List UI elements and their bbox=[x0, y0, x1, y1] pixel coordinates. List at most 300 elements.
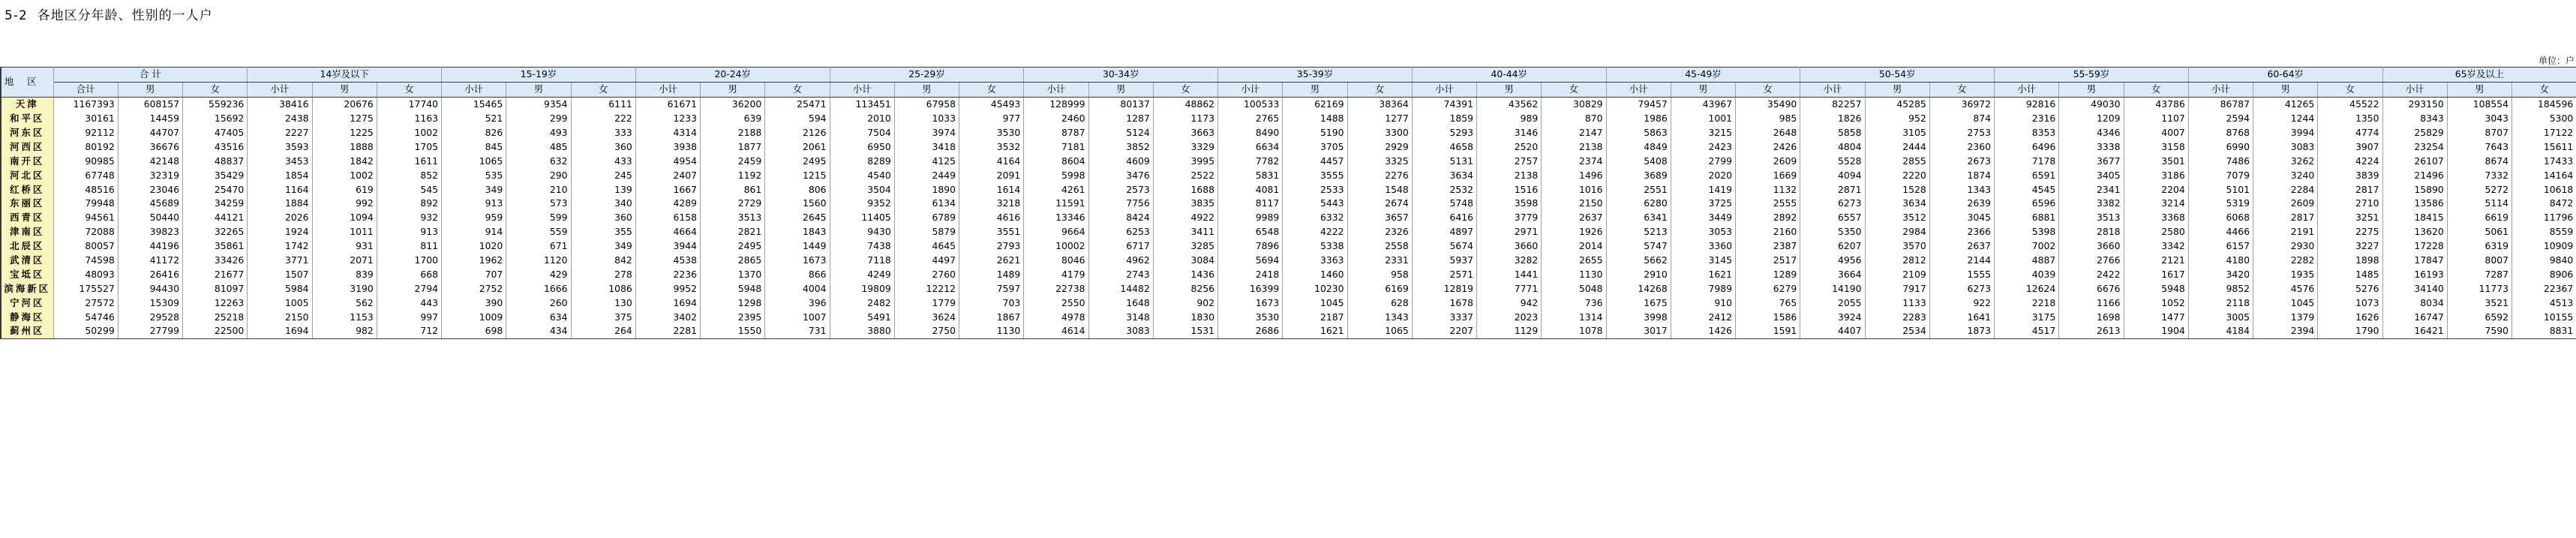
table-cell: 1001 bbox=[1671, 112, 1735, 126]
district-name: 宁河区 bbox=[1, 296, 53, 310]
district-name: 南开区 bbox=[1, 154, 53, 168]
table-cell: 5350 bbox=[1800, 225, 1865, 239]
table-cell: 3664 bbox=[1800, 267, 1865, 281]
table-cell: 4849 bbox=[1606, 140, 1671, 154]
table-cell: 36972 bbox=[1929, 97, 1994, 111]
sub-header: 女 bbox=[571, 82, 635, 97]
table-cell: 4346 bbox=[2059, 126, 2124, 140]
table-cell: 1130 bbox=[1542, 267, 1606, 281]
table-cell: 1129 bbox=[1477, 324, 1542, 338]
table-cell: 1166 bbox=[2059, 296, 2124, 310]
table-cell: 13586 bbox=[2382, 197, 2447, 211]
table-cell: 108554 bbox=[2447, 97, 2511, 111]
district-name: 天津 bbox=[1, 97, 53, 111]
table-cell: 1688 bbox=[1153, 182, 1217, 197]
sub-header: 小计 bbox=[635, 82, 700, 97]
table-cell: 2218 bbox=[1995, 296, 2059, 310]
table-cell: 36676 bbox=[118, 140, 182, 154]
table-cell: 1441 bbox=[1477, 267, 1542, 281]
table-cell: 2971 bbox=[1477, 225, 1542, 239]
table-cell: 17740 bbox=[377, 97, 441, 111]
table-row bbox=[1, 182, 2576, 197]
table-cell: 2655 bbox=[1542, 254, 1606, 268]
table-cell: 11405 bbox=[830, 211, 894, 225]
table-cell: 38416 bbox=[248, 97, 312, 111]
table-cell: 6111 bbox=[571, 97, 635, 111]
table-cell: 7002 bbox=[1995, 239, 2059, 254]
table-cell: 184596 bbox=[2512, 97, 2576, 111]
table-cell: 3148 bbox=[1088, 310, 1153, 324]
sub-header: 女 bbox=[1542, 82, 1606, 97]
table-cell: 3994 bbox=[2253, 126, 2318, 140]
table-cell: 2821 bbox=[701, 225, 765, 239]
table-cell: 4609 bbox=[1088, 154, 1153, 168]
data-table bbox=[0, 67, 2576, 339]
table-cell: 3513 bbox=[701, 211, 765, 225]
table-cell: 4774 bbox=[2318, 126, 2382, 140]
table-cell: 2621 bbox=[959, 254, 1024, 268]
table-cell: 94561 bbox=[53, 211, 118, 225]
sub-header: 男 bbox=[2447, 82, 2511, 97]
table-cell: 839 bbox=[312, 267, 377, 281]
table-cell: 3880 bbox=[830, 324, 894, 338]
table-cell: 260 bbox=[506, 296, 571, 310]
table-cell: 6332 bbox=[1283, 211, 1347, 225]
sub-header: 女 bbox=[1736, 82, 1800, 97]
table-cell: 3998 bbox=[1606, 310, 1671, 324]
table-cell: 5398 bbox=[1995, 225, 2059, 239]
sub-header: 男 bbox=[1088, 82, 1153, 97]
table-cell: 3382 bbox=[2059, 197, 2124, 211]
table-cell: 559236 bbox=[183, 97, 248, 111]
table-cell: 3570 bbox=[1865, 239, 1929, 254]
table-cell: 3158 bbox=[2124, 140, 2188, 154]
table-row bbox=[1, 267, 2576, 281]
table-cell: 3262 bbox=[2253, 154, 2318, 168]
sub-header: 女 bbox=[2124, 82, 2188, 97]
table-cell: 1790 bbox=[2318, 324, 2382, 338]
table-cell: 12212 bbox=[894, 281, 959, 296]
table-cell: 9352 bbox=[830, 197, 894, 211]
table-cell: 1094 bbox=[312, 211, 377, 225]
table-cell: 10909 bbox=[2512, 239, 2576, 254]
table-cell: 5831 bbox=[1218, 168, 1283, 182]
table-cell: 8117 bbox=[1218, 197, 1283, 211]
table-cell: 6068 bbox=[2188, 211, 2253, 225]
table-cell: 1011 bbox=[312, 225, 377, 239]
table-cell: 6591 bbox=[1995, 168, 2059, 182]
table-cell: 41265 bbox=[2253, 97, 2318, 111]
table-cell: 2637 bbox=[1929, 239, 1994, 254]
table-cell: 6273 bbox=[1800, 197, 1865, 211]
table-cell: 2580 bbox=[2124, 225, 2188, 239]
table-cell: 3017 bbox=[1606, 324, 1671, 338]
table-cell: 80137 bbox=[1088, 97, 1153, 111]
table-cell: 2160 bbox=[1736, 225, 1800, 239]
table-cell: 4664 bbox=[635, 225, 700, 239]
table-cell: 25471 bbox=[765, 97, 830, 111]
table-cell: 931 bbox=[312, 239, 377, 254]
table-cell: 1673 bbox=[1218, 296, 1283, 310]
table-cell: 74391 bbox=[1412, 97, 1476, 111]
table-cell: 43967 bbox=[1671, 97, 1735, 111]
table-cell: 1086 bbox=[571, 281, 635, 296]
table-cell: 874 bbox=[1929, 112, 1994, 126]
table-cell: 67958 bbox=[894, 97, 959, 111]
table-cell: 2648 bbox=[1736, 126, 1800, 140]
table-cell: 1016 bbox=[1542, 182, 1606, 197]
table-cell: 5272 bbox=[2447, 182, 2511, 197]
table-cell: 1700 bbox=[377, 254, 441, 268]
sub-header: 小计 bbox=[1606, 82, 1671, 97]
table-cell: 23046 bbox=[118, 182, 182, 197]
table-cell: 619 bbox=[312, 182, 377, 197]
table-cell: 2118 bbox=[2188, 296, 2253, 310]
table-cell: 6496 bbox=[1995, 140, 2059, 154]
table-row bbox=[1, 97, 2576, 111]
table-cell: 5338 bbox=[1283, 239, 1347, 254]
table-cell: 1888 bbox=[312, 140, 377, 154]
table-cell: 6950 bbox=[830, 140, 894, 154]
table-cell: 6341 bbox=[1606, 211, 1671, 225]
table-cell: 22738 bbox=[1024, 281, 1088, 296]
table-cell: 1379 bbox=[2253, 310, 2318, 324]
table-cell: 639 bbox=[701, 112, 765, 126]
table-cell: 1436 bbox=[1153, 267, 1217, 281]
table-cell: 3677 bbox=[2059, 154, 2124, 168]
table-cell: 2495 bbox=[765, 154, 830, 168]
table-cell: 932 bbox=[377, 211, 441, 225]
table-cell: 1935 bbox=[2253, 267, 2318, 281]
table-cell: 2573 bbox=[1088, 182, 1153, 197]
sub-header: 女 bbox=[2512, 82, 2576, 97]
table-cell: 1314 bbox=[1542, 310, 1606, 324]
table-cell: 4897 bbox=[1412, 225, 1476, 239]
table-cell: 3835 bbox=[1153, 197, 1217, 211]
table-cell: 2743 bbox=[1088, 267, 1153, 281]
table-cell: 485 bbox=[506, 140, 571, 154]
sub-header: 小计 bbox=[830, 82, 894, 97]
table-cell: 3218 bbox=[959, 197, 1024, 211]
table-cell: 30829 bbox=[1542, 97, 1606, 111]
table-cell: 80057 bbox=[53, 239, 118, 254]
table-cell: 5863 bbox=[1606, 126, 1671, 140]
table-cell: 3175 bbox=[1995, 310, 2059, 324]
table-cell: 3660 bbox=[1477, 239, 1542, 254]
table-cell: 902 bbox=[1153, 296, 1217, 310]
sub-header: 小计 bbox=[248, 82, 312, 97]
table-cell: 959 bbox=[442, 211, 506, 225]
table-cell: 1167393 bbox=[53, 97, 118, 111]
table-cell: 7771 bbox=[1477, 281, 1542, 296]
table-cell: 811 bbox=[377, 239, 441, 254]
group-header: 60-64岁 bbox=[2188, 68, 2382, 83]
table-cell: 2091 bbox=[959, 168, 1024, 182]
table-cell: 4513 bbox=[2512, 296, 2576, 310]
table-cell: 5491 bbox=[830, 310, 894, 324]
table-cell: 299 bbox=[506, 112, 571, 126]
table-cell: 3725 bbox=[1671, 197, 1735, 211]
table-cell: 1073 bbox=[2318, 296, 2382, 310]
table-cell: 5300 bbox=[2512, 112, 2576, 126]
table-cell: 4922 bbox=[1153, 211, 1217, 225]
table-cell: 6169 bbox=[1347, 281, 1412, 296]
table-cell: 2482 bbox=[830, 296, 894, 310]
table-cell: 5319 bbox=[2188, 197, 2253, 211]
table-cell: 8831 bbox=[2512, 324, 2576, 338]
table-cell: 562 bbox=[312, 296, 377, 310]
table-cell: 17433 bbox=[2512, 154, 2576, 168]
table-cell: 3083 bbox=[1088, 324, 1153, 338]
sub-header: 男 bbox=[118, 82, 182, 97]
table-cell: 1065 bbox=[442, 154, 506, 168]
table-cell: 2150 bbox=[248, 310, 312, 324]
table-cell: 4007 bbox=[2124, 126, 2188, 140]
table-cell: 1617 bbox=[2124, 267, 2188, 281]
table-cell: 1164 bbox=[248, 182, 312, 197]
table-cell: 2418 bbox=[1218, 267, 1283, 281]
table-cell: 2609 bbox=[2253, 197, 2318, 211]
table-cell: 264 bbox=[571, 324, 635, 338]
table-cell: 4540 bbox=[830, 168, 894, 182]
table-cell: 9840 bbox=[2512, 254, 2576, 268]
table-cell: 67748 bbox=[53, 168, 118, 182]
table-cell: 3186 bbox=[2124, 168, 2188, 182]
table-cell: 2865 bbox=[701, 254, 765, 268]
table-cell: 17847 bbox=[2382, 254, 2447, 268]
table-cell: 8034 bbox=[2382, 296, 2447, 310]
table-cell: 17122 bbox=[2512, 126, 2576, 140]
table-cell: 3363 bbox=[1283, 254, 1347, 268]
table-cell: 9852 bbox=[2188, 281, 2253, 296]
table-cell: 9952 bbox=[635, 281, 700, 296]
table-cell: 4887 bbox=[1995, 254, 2059, 268]
table-cell: 7504 bbox=[830, 126, 894, 140]
header-row-sub bbox=[1, 82, 2576, 97]
table-cell: 3190 bbox=[312, 281, 377, 296]
table-cell: 2522 bbox=[1153, 168, 1217, 182]
table-cell: 3449 bbox=[1671, 211, 1735, 225]
table-cell: 4004 bbox=[765, 281, 830, 296]
table-cell: 1548 bbox=[1347, 182, 1412, 197]
table-cell: 2438 bbox=[248, 112, 312, 126]
table-cell: 1496 bbox=[1542, 168, 1606, 182]
table-cell: 6557 bbox=[1800, 211, 1865, 225]
table-cell: 8256 bbox=[1153, 281, 1217, 296]
table-cell: 1192 bbox=[701, 168, 765, 182]
header-row-groups bbox=[1, 68, 2576, 83]
table-row bbox=[1, 112, 2576, 126]
table-cell: 8490 bbox=[1218, 126, 1283, 140]
district-name: 北辰区 bbox=[1, 239, 53, 254]
table-row bbox=[1, 168, 2576, 182]
table-cell: 8707 bbox=[2447, 126, 2511, 140]
table-cell: 30161 bbox=[53, 112, 118, 126]
table-cell: 128999 bbox=[1024, 97, 1088, 111]
sub-header: 男 bbox=[312, 82, 377, 97]
table-cell: 1884 bbox=[248, 197, 312, 211]
table-cell: 43562 bbox=[1477, 97, 1542, 111]
table-cell: 668 bbox=[377, 267, 441, 281]
table-cell: 7118 bbox=[830, 254, 894, 268]
table-cell: 4164 bbox=[959, 154, 1024, 168]
table-cell: 8787 bbox=[1024, 126, 1088, 140]
table-cell: 29528 bbox=[118, 310, 182, 324]
sub-header: 女 bbox=[765, 82, 830, 97]
table-cell: 2793 bbox=[959, 239, 1024, 254]
table-cell: 852 bbox=[377, 168, 441, 182]
table-cell: 1120 bbox=[506, 254, 571, 268]
table-cell: 1078 bbox=[1542, 324, 1606, 338]
table-cell: 4576 bbox=[2253, 281, 2318, 296]
table-cell: 4081 bbox=[1218, 182, 1283, 197]
sub-header: 小计 bbox=[1800, 82, 1865, 97]
district-name: 西青区 bbox=[1, 211, 53, 225]
table-cell: 910 bbox=[1671, 296, 1735, 310]
table-cell: 2517 bbox=[1736, 254, 1800, 268]
table-cell: 2284 bbox=[2253, 182, 2318, 197]
table-cell: 3325 bbox=[1347, 154, 1412, 168]
table-cell: 7287 bbox=[2447, 267, 2511, 281]
table-cell: 1621 bbox=[1283, 324, 1347, 338]
table-cell: 45522 bbox=[2318, 97, 2382, 111]
table-cell: 44121 bbox=[183, 211, 248, 225]
table-cell: 1516 bbox=[1477, 182, 1542, 197]
table-cell: 1666 bbox=[506, 281, 571, 296]
table-cell: 5114 bbox=[2447, 197, 2511, 211]
table-cell: 6634 bbox=[1218, 140, 1283, 154]
table-cell: 3995 bbox=[1153, 154, 1217, 168]
table-cell: 493 bbox=[506, 126, 571, 140]
table-cell: 16399 bbox=[1218, 281, 1283, 296]
sub-header: 女 bbox=[377, 82, 441, 97]
table-row bbox=[1, 154, 2576, 168]
table-cell: 8353 bbox=[1995, 126, 2059, 140]
table-cell: 4954 bbox=[635, 154, 700, 168]
table-cell: 2613 bbox=[2059, 324, 2124, 338]
table-cell: 2020 bbox=[1671, 168, 1735, 182]
table-cell: 1132 bbox=[1736, 182, 1800, 197]
table-cell: 3530 bbox=[959, 126, 1024, 140]
table-header bbox=[1, 68, 2576, 98]
table-cell: 634 bbox=[506, 310, 571, 324]
table-cell: 222 bbox=[571, 112, 635, 126]
table-cell: 43516 bbox=[183, 140, 248, 154]
table-cell: 2187 bbox=[1283, 310, 1347, 324]
table-cell: 2281 bbox=[635, 324, 700, 338]
table-cell: 1045 bbox=[2253, 296, 2318, 310]
table-cell: 2753 bbox=[1929, 126, 1994, 140]
table-cell: 2423 bbox=[1671, 140, 1735, 154]
table-cell: 2460 bbox=[1024, 112, 1088, 126]
group-header: 40-44岁 bbox=[1412, 68, 1606, 83]
table-cell: 1673 bbox=[765, 254, 830, 268]
table-cell: 1343 bbox=[1929, 182, 1994, 197]
table-cell: 2394 bbox=[2253, 324, 2318, 338]
district-name: 宝坻区 bbox=[1, 267, 53, 281]
table-cell: 79457 bbox=[1606, 97, 1671, 111]
table-cell: 1926 bbox=[1542, 225, 1606, 239]
table-cell: 4538 bbox=[635, 254, 700, 268]
table-cell: 914 bbox=[442, 225, 506, 239]
table-cell: 1898 bbox=[2318, 254, 2382, 268]
table-cell: 521 bbox=[442, 112, 506, 126]
table-cell: 2374 bbox=[1542, 154, 1606, 168]
table-cell: 2426 bbox=[1736, 140, 1800, 154]
table-cell: 8604 bbox=[1024, 154, 1088, 168]
table-cell: 3083 bbox=[2253, 140, 2318, 154]
table-cell: 2637 bbox=[1542, 211, 1606, 225]
table-cell: 1065 bbox=[1347, 324, 1412, 338]
table-cell: 4179 bbox=[1024, 267, 1088, 281]
table-cell: 2055 bbox=[1800, 296, 1865, 310]
table-cell: 2220 bbox=[1865, 168, 1929, 182]
table-cell: 1485 bbox=[2318, 267, 2382, 281]
table-cell: 1675 bbox=[1606, 296, 1671, 310]
table-cell: 2387 bbox=[1736, 239, 1800, 254]
table-cell: 2817 bbox=[2253, 211, 2318, 225]
table-cell: 1488 bbox=[1283, 112, 1347, 126]
table-cell: 2023 bbox=[1477, 310, 1542, 324]
table-cell: 38364 bbox=[1347, 97, 1412, 111]
unit-label: 单位：户 bbox=[2538, 56, 2575, 66]
sub-header: 男 bbox=[1865, 82, 1929, 97]
table-title: 5-2 各地区分年龄、性别的一人户 bbox=[5, 8, 213, 23]
table-cell: 443 bbox=[377, 296, 441, 310]
table-cell: 12263 bbox=[183, 296, 248, 310]
table-cell: 2121 bbox=[2124, 254, 2188, 268]
table-cell: 3660 bbox=[2059, 239, 2124, 254]
table-cell: 3657 bbox=[1347, 211, 1412, 225]
table-cell: 9430 bbox=[830, 225, 894, 239]
table-cell: 8289 bbox=[830, 154, 894, 168]
table-cell: 80192 bbox=[53, 140, 118, 154]
group-header: 55-59岁 bbox=[1995, 68, 2189, 83]
table-cell: 913 bbox=[377, 225, 441, 239]
table-cell: 210 bbox=[506, 182, 571, 197]
table-cell: 2817 bbox=[2318, 182, 2382, 197]
table-cell: 15890 bbox=[2382, 182, 2447, 197]
table-cell: 48837 bbox=[183, 154, 248, 168]
table-cell: 958 bbox=[1347, 267, 1412, 281]
table-cell: 3705 bbox=[1283, 140, 1347, 154]
table-cell: 1477 bbox=[2124, 310, 2188, 324]
table-cell: 434 bbox=[506, 324, 571, 338]
table-cell: 82257 bbox=[1800, 97, 1865, 111]
table-cell: 2026 bbox=[248, 211, 312, 225]
table-cell: 34259 bbox=[183, 197, 248, 211]
table-cell: 2674 bbox=[1347, 197, 1412, 211]
table-cell: 34140 bbox=[2382, 281, 2447, 296]
table-cell: 4645 bbox=[894, 239, 959, 254]
table-cell: 349 bbox=[571, 239, 635, 254]
table-cell: 23254 bbox=[2382, 140, 2447, 154]
sub-header: 男 bbox=[1671, 82, 1735, 97]
sub-header: 男 bbox=[894, 82, 959, 97]
table-cell: 2360 bbox=[1929, 140, 1994, 154]
table-cell: 2812 bbox=[1865, 254, 1929, 268]
table-cell: 61671 bbox=[635, 97, 700, 111]
table-cell: 35429 bbox=[183, 168, 248, 182]
table-cell: 16747 bbox=[2382, 310, 2447, 324]
table-cell: 360 bbox=[571, 140, 635, 154]
sub-header: 女 bbox=[183, 82, 248, 97]
table-cell: 2892 bbox=[1736, 211, 1800, 225]
table-cell: 977 bbox=[959, 112, 1024, 126]
table-cell: 2910 bbox=[1606, 267, 1671, 281]
table-cell: 2412 bbox=[1671, 310, 1735, 324]
table-cell: 9664 bbox=[1024, 225, 1088, 239]
